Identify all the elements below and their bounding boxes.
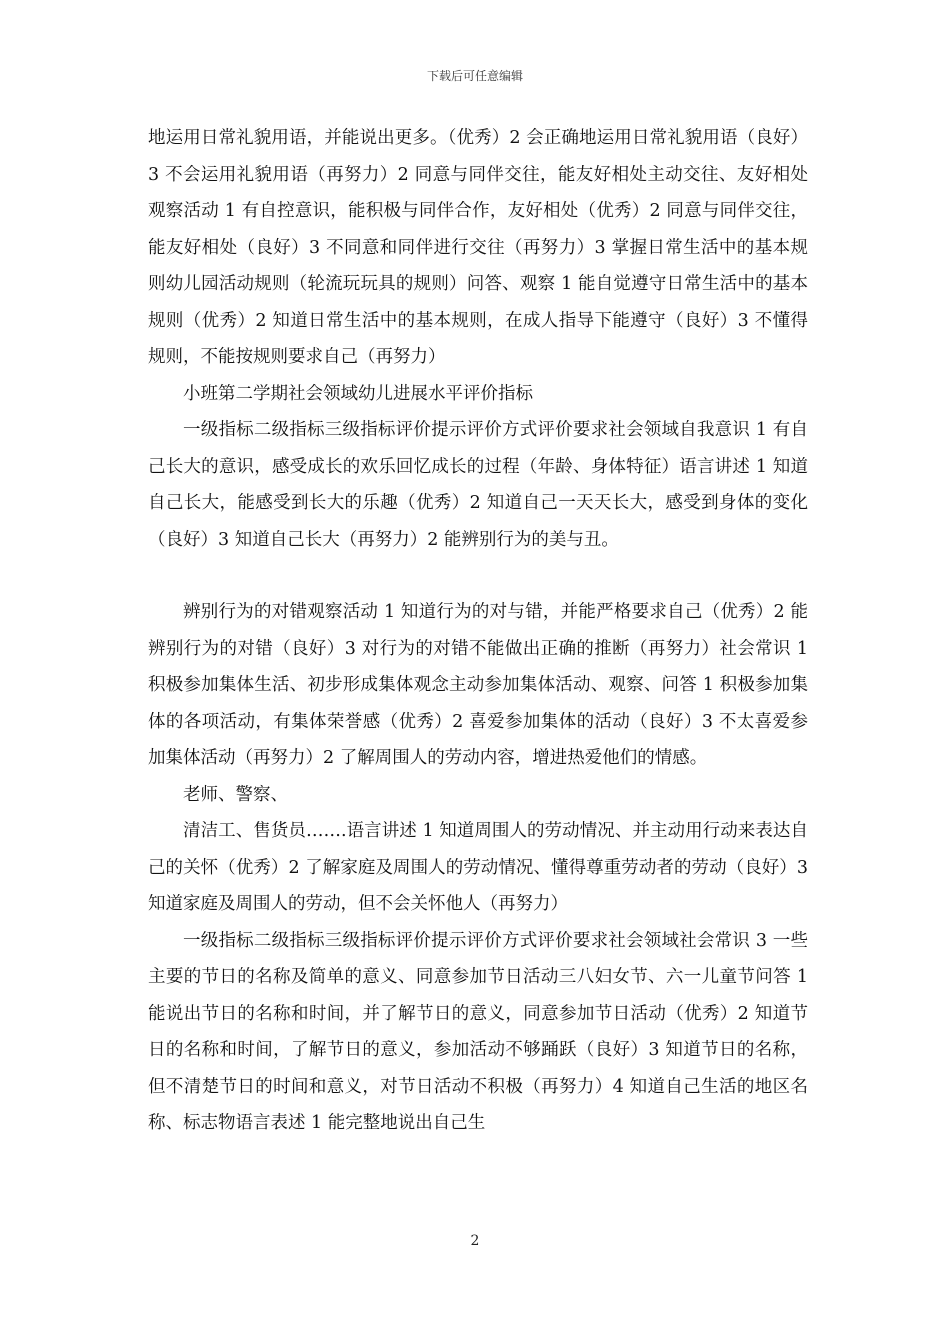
section-title: 小班第二学期社会领域幼儿进展水平评价指标 — [183, 383, 533, 404]
paragraph-gap — [148, 558, 808, 594]
document-body — [148, 120, 808, 1142]
page-header: 下载后可任意编辑 — [426, 69, 523, 83]
paragraph-2: 一级指标二级指标三级指标评价提示评价方式评价要求社会领域自我意识 1 有自己长大的意识，感受成长的欢乐回忆成长的过程（年龄、身体特征）语言讲述 1 知道自己长大，能感受到长大的乐趣（优秀）2 知道自己一天天长大，感受到身体的变化（良好）3 知道自己长大（再努力）2 能辨别行为的美与丑。 — [148, 420, 808, 550]
paragraph-1: 地运用日常礼貌用语，并能说出更多。（优秀）2 会正确地运用日常礼貌用语（良好）3 不会运用礼貌用语（再努力）2 同意与同伴交往，能友好相处主动交往、友好相处观察活动 1 有自控意识，能积极与同伴合作，友好相处（优秀）2 同意与同伴交往，能友好相处（良好）3 不同意和同伴进行交往（再努力）3 掌握日常生活中的基本规则幼儿园活动规则（轮流玩玩具的规则）问答、观察 1 能自觉遵守日常生活中的基本规则（优秀）2 知道日常生活中的基本规则，在成人指导下能遵守（良好）3 不懂得规则，不能按规则要求自己（再努力） — [148, 128, 808, 367]
paragraph-5: 清洁工、售货员…….语言讲述 1 知道周围人的劳动情况、并主动用行动来表达自己的关怀（优秀）2 了解家庭及周围人的劳动情况、懂得尊重劳动者的劳动（良好）3 知道家庭及周围人的劳动，但不会关怀他人（再努力） — [148, 821, 808, 914]
paragraph-3: 辨别行为的对错观察活动 1 知道行为的对与错，并能严格要求自己（优秀）2 能辨别行为的对错（良好）3 对行为的对错不能做出正确的推断（再努力）社会常识 1 积极参加集体生活、初步形成集体观念主动参加集体活动、观察、问答 1 积极参加集体的各项活动，有集体荣誉感（优秀）2 喜爱参加集体的活动（良好）3 不太喜爱参加集体活动（再努力）2 了解周围人的劳动内容，增进热爱他们的情感。 — [148, 602, 808, 768]
paragraph-4: 老师、警察、 — [183, 784, 288, 805]
paragraph-6: 一级指标二级指标三级指标评价提示评价方式评价要求社会领域社会常识 3 一些主要的节日的名称及简单的意义、同意参加节日活动三八妇女节、六一儿童节问答 1 能说出节日的名称和时间，并了解节日的意义，同意参加节日活动（优秀）2 知道节日的名称和时间，了解节日的意义，参加活动不够踊跃（良好）3 知道节日的名称，但不清楚节日的时间和意义，对节日活动不积极（再努力）4 知道自己生活的地区名称、标志物语言表述 1 能完整地说出自己生 — [148, 930, 808, 1133]
page-number: 2 — [470, 1233, 480, 1249]
